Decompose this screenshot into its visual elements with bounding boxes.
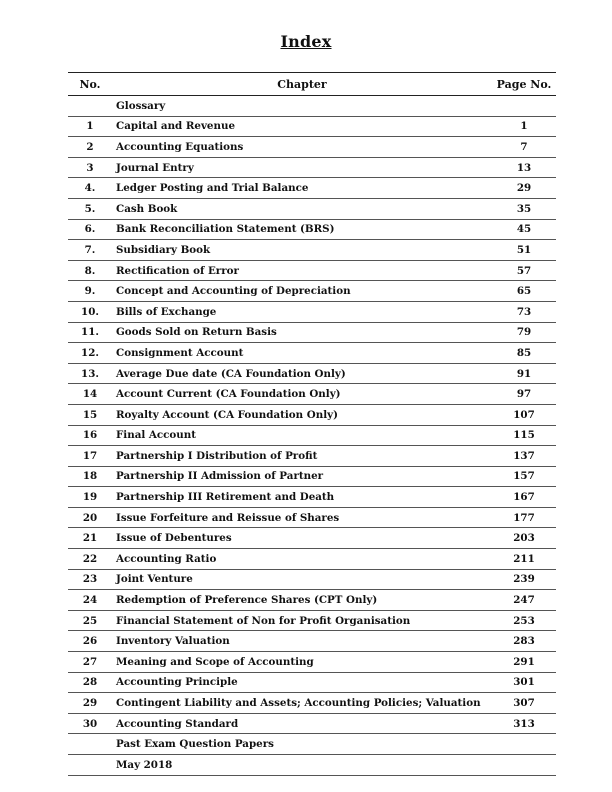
table-row bbox=[68, 260, 556, 281]
table-row bbox=[68, 157, 556, 178]
table-row bbox=[68, 507, 556, 528]
table-row bbox=[68, 693, 556, 714]
row-page: 115 bbox=[492, 425, 556, 446]
row-chapter: Ledger Posting and Trial Balance bbox=[112, 178, 492, 199]
row-number: 9. bbox=[68, 281, 112, 302]
table-row bbox=[68, 631, 556, 652]
table-row bbox=[68, 672, 556, 693]
header-chapter: Chapter bbox=[112, 73, 492, 96]
row-number: 24 bbox=[68, 590, 112, 611]
row-page bbox=[492, 755, 556, 776]
row-page bbox=[492, 734, 556, 755]
row-number: 19 bbox=[68, 487, 112, 508]
header-page: Page No. bbox=[492, 73, 556, 96]
row-number: 2 bbox=[68, 137, 112, 158]
table-row bbox=[68, 549, 556, 570]
row-number: 22 bbox=[68, 549, 112, 570]
row-number: 13. bbox=[68, 363, 112, 384]
header-row bbox=[68, 73, 556, 96]
row-page: 107 bbox=[492, 404, 556, 425]
row-page: 307 bbox=[492, 693, 556, 714]
row-chapter: Bank Reconciliation Statement (BRS) bbox=[112, 219, 492, 240]
table-row bbox=[68, 281, 556, 302]
row-number bbox=[68, 755, 112, 776]
row-number: 11. bbox=[68, 322, 112, 343]
row-chapter: Glossary bbox=[112, 96, 492, 117]
row-number: 7. bbox=[68, 240, 112, 261]
table-row bbox=[68, 466, 556, 487]
row-page: 247 bbox=[492, 590, 556, 611]
row-chapter: Past Exam Question Papers bbox=[112, 734, 492, 755]
row-number: 4. bbox=[68, 178, 112, 199]
row-chapter: Issue Forfeiture and Reissue of Shares bbox=[112, 507, 492, 528]
row-page: 313 bbox=[492, 713, 556, 734]
row-number: 3 bbox=[68, 157, 112, 178]
row-page: 1 bbox=[492, 116, 556, 137]
row-chapter: Partnership II Admission of Partner bbox=[112, 466, 492, 487]
row-number: 18 bbox=[68, 466, 112, 487]
table-row bbox=[68, 610, 556, 631]
row-chapter: Accounting Ratio bbox=[112, 549, 492, 570]
row-chapter: Cash Book bbox=[112, 198, 492, 219]
row-number: 16 bbox=[68, 425, 112, 446]
row-number: 12. bbox=[68, 343, 112, 364]
row-page: 301 bbox=[492, 672, 556, 693]
row-chapter: Journal Entry bbox=[112, 157, 492, 178]
row-page: 73 bbox=[492, 301, 556, 322]
row-number: 5. bbox=[68, 198, 112, 219]
row-chapter: Average Due date (CA Foundation Only) bbox=[112, 363, 492, 384]
row-chapter: Accounting Principle bbox=[112, 672, 492, 693]
table-row bbox=[68, 178, 556, 199]
table-row bbox=[68, 343, 556, 364]
table-row bbox=[68, 363, 556, 384]
row-page: 7 bbox=[492, 137, 556, 158]
table-row bbox=[68, 487, 556, 508]
row-page: 85 bbox=[492, 343, 556, 364]
row-chapter: Partnership III Retirement and Death bbox=[112, 487, 492, 508]
row-chapter: Subsidiary Book bbox=[112, 240, 492, 261]
row-page: 211 bbox=[492, 549, 556, 570]
table-row bbox=[68, 652, 556, 673]
row-chapter: Accounting Standard bbox=[112, 713, 492, 734]
row-chapter: Inventory Valuation bbox=[112, 631, 492, 652]
table-row bbox=[68, 404, 556, 425]
row-page: 51 bbox=[492, 240, 556, 261]
table-row bbox=[68, 755, 556, 776]
row-page: 283 bbox=[492, 631, 556, 652]
row-page: 65 bbox=[492, 281, 556, 302]
row-number: 17 bbox=[68, 446, 112, 467]
row-page: 29 bbox=[492, 178, 556, 199]
row-chapter: Capital and Revenue bbox=[112, 116, 492, 137]
row-number: 15 bbox=[68, 404, 112, 425]
row-chapter: Goods Sold on Return Basis bbox=[112, 322, 492, 343]
row-chapter: Partnership I Distribution of Profit bbox=[112, 446, 492, 467]
row-chapter: Rectification of Error bbox=[112, 260, 492, 281]
row-chapter: Royalty Account (CA Foundation Only) bbox=[112, 404, 492, 425]
row-number: 26 bbox=[68, 631, 112, 652]
row-chapter: Bills of Exchange bbox=[112, 301, 492, 322]
table-row bbox=[68, 198, 556, 219]
row-page: 177 bbox=[492, 507, 556, 528]
row-page: 157 bbox=[492, 466, 556, 487]
row-page: 167 bbox=[492, 487, 556, 508]
row-number: 21 bbox=[68, 528, 112, 549]
row-page: 91 bbox=[492, 363, 556, 384]
row-chapter: Joint Venture bbox=[112, 569, 492, 590]
row-chapter: Final Account bbox=[112, 425, 492, 446]
row-page: 13 bbox=[492, 157, 556, 178]
table-row bbox=[68, 713, 556, 734]
row-page: 253 bbox=[492, 610, 556, 631]
table-row bbox=[68, 528, 556, 549]
row-page: 203 bbox=[492, 528, 556, 549]
row-page: 35 bbox=[492, 198, 556, 219]
table-row bbox=[68, 322, 556, 343]
table-row bbox=[68, 96, 556, 117]
row-chapter: Contingent Liability and Assets; Accounting Policies; Valuation bbox=[112, 693, 492, 714]
table-row bbox=[68, 590, 556, 611]
row-chapter: Consignment Account bbox=[112, 343, 492, 364]
table-row bbox=[68, 116, 556, 137]
row-chapter: Issue of Debentures bbox=[112, 528, 492, 549]
row-number: 10. bbox=[68, 301, 112, 322]
table-row bbox=[68, 301, 556, 322]
row-number: 28 bbox=[68, 672, 112, 693]
table-row bbox=[68, 240, 556, 261]
row-number: 25 bbox=[68, 610, 112, 631]
header-no: No. bbox=[68, 73, 112, 96]
index-table bbox=[68, 72, 556, 776]
row-number bbox=[68, 96, 112, 117]
row-chapter: Meaning and Scope of Accounting bbox=[112, 652, 492, 673]
page-title: Index bbox=[280, 32, 332, 51]
table-row bbox=[68, 219, 556, 240]
row-page: 137 bbox=[492, 446, 556, 467]
row-chapter: Account Current (CA Foundation Only) bbox=[112, 384, 492, 405]
row-page bbox=[492, 96, 556, 117]
row-page: 239 bbox=[492, 569, 556, 590]
table-row bbox=[68, 425, 556, 446]
row-chapter: Redemption of Preference Shares (CPT Only) bbox=[112, 590, 492, 611]
row-page: 57 bbox=[492, 260, 556, 281]
row-chapter: Accounting Equations bbox=[112, 137, 492, 158]
row-page: 45 bbox=[492, 219, 556, 240]
row-page: 97 bbox=[492, 384, 556, 405]
table-row bbox=[68, 137, 556, 158]
row-number: 14 bbox=[68, 384, 112, 405]
row-number: 6. bbox=[68, 219, 112, 240]
row-number: 27 bbox=[68, 652, 112, 673]
row-page: 291 bbox=[492, 652, 556, 673]
table-row bbox=[68, 734, 556, 755]
row-chapter: Financial Statement of Non for Profit Organisation bbox=[112, 610, 492, 631]
row-number: 1 bbox=[68, 116, 112, 137]
table-row bbox=[68, 569, 556, 590]
table-row bbox=[68, 446, 556, 467]
row-number: 29 bbox=[68, 693, 112, 714]
row-number bbox=[68, 734, 112, 755]
row-chapter: May 2018 bbox=[112, 755, 492, 776]
row-number: 20 bbox=[68, 507, 112, 528]
row-number: 8. bbox=[68, 260, 112, 281]
row-page: 79 bbox=[492, 322, 556, 343]
row-number: 30 bbox=[68, 713, 112, 734]
row-number: 23 bbox=[68, 569, 112, 590]
row-chapter: Concept and Accounting of Depreciation bbox=[112, 281, 492, 302]
table-row bbox=[68, 384, 556, 405]
